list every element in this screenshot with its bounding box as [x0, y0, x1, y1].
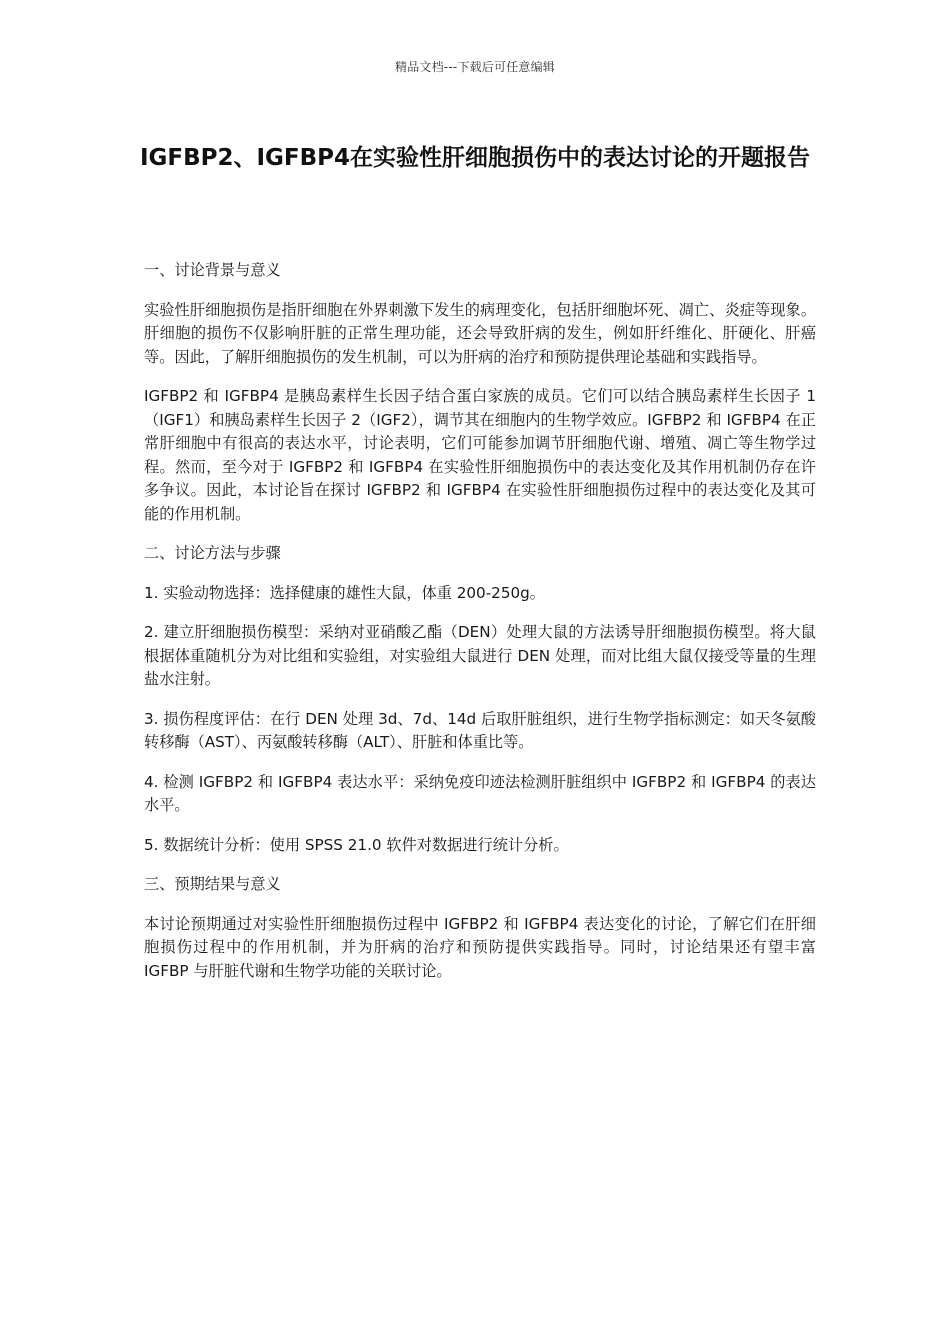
document-title: IGFBP2、IGFBP4在实验性肝细胞损伤中的表达讨论的开题报告 [139, 145, 811, 171]
method-step-3: 3. 损伤程度评估：在行 DEN 处理 3d、7d、14d 后取肝脏组织，进行生物学指标测定：如天冬氨酸转移酶（AST）、丙氨酸转移酶（ALT）、肝脏和体重比等。 [144, 709, 816, 751]
method-step-4: 4. 检测 IGFBP2 和 IGFBP4 表达水平：采纳免疫印迹法检测肝脏组织中 IGFBP2 和 IGFBP4 的表达水平。 [144, 772, 816, 814]
document-body [144, 259, 816, 999]
method-step-1: 1. 实验动物选择：选择健康的雄性大鼠，体重 200-250g。 [144, 583, 545, 602]
section-heading-expected-results: 三、预期结果与意义 [144, 875, 281, 893]
section-heading-background: 一、讨论背景与意义 [144, 261, 281, 279]
paragraph-background-2: IGFBP2 和 IGFBP4 是胰岛素样生长因子结合蛋白家族的成员。它们可以结合胰岛素样生长因子 1（IGF1）和胰岛素样生长因子 2（IGF2），调节其在细胞内的生物学效应。IGFBP2 和 IGFBP4 在正常肝细胞中有很高的表达水平，讨论表明，它们可能参加调节肝细胞代谢、增殖、凋亡等生物学过程。然而，至今对于 IGFBP2 和 IGFBP4 在实验性肝细胞损伤中的表达变化及其作用机制仍存在许多争议。因此，本讨论旨在探讨 IGFBP2 和 IGFBP4 在实验性肝细胞损伤过程中的表达变化及其可能的作用机制。 [144, 387, 816, 523]
paragraph-background-1: 实验性肝细胞损伤是指肝细胞在外界刺激下发生的病理变化，包括肝细胞坏死、凋亡、炎症等现象。肝细胞的损伤不仅影响肝脏的正常生理功能，还会导致肝病的发生，例如肝纤维化、肝硬化、肝癌等。因此，了解肝细胞损伤的发生机制，可以为肝病的治疗和预防提供理论基础和实践指导。 [144, 300, 816, 366]
header-note: 精品文档---下载后可任意编辑 [395, 60, 555, 74]
method-step-5: 5. 数据统计分析：使用 SPSS 21.0 软件对数据进行统计分析。 [144, 835, 569, 854]
method-step-2: 2. 建立肝细胞损伤模型：采纳对亚硝酸乙酯（DEN）处理大鼠的方法诱导肝细胞损伤模型。将大鼠根据体重随机分为对比组和实验组，对实验组大鼠进行 DEN 处理，而对比组大鼠仅接受等量的生理盐水注射。 [144, 623, 816, 688]
section-heading-methods: 二、讨论方法与步骤 [144, 544, 281, 562]
paragraph-expected-results: 本讨论预期通过对实验性肝细胞损伤过程中 IGFBP2 和 IGFBP4 表达变化的讨论，了解它们在肝细胞损伤过程中的作用机制，并为肝病的治疗和预防提供实践指导。同时，讨论结果还有望丰富 IGFBP 与肝脏代谢和生物学功能的关联讨论。 [144, 914, 816, 980]
